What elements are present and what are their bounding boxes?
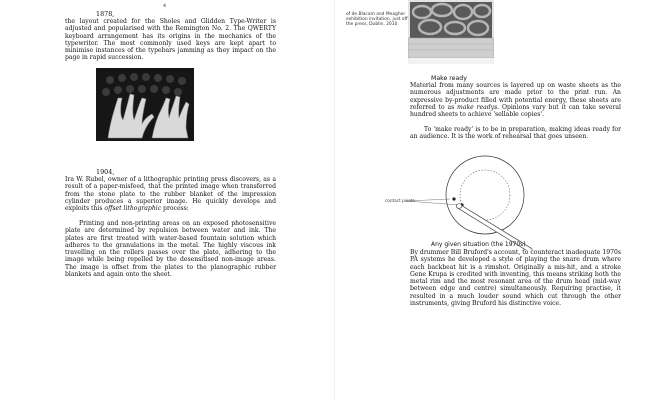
page-number: 4	[163, 3, 167, 9]
make-ready-heading: Make ready	[431, 75, 467, 82]
offset-lithography-paragraph	[65, 176, 276, 212]
photo-caption: of de Blacam and Meagher exhibition invitation, just off the press, Dublin, 2010	[346, 12, 408, 27]
year-1878: 1878,	[96, 10, 115, 18]
year-1904: 1904,	[96, 168, 115, 176]
bruford-paragraph: By drummer Bill Bruford's account, to counteract inadequate 1970s PA systems he developed a style of playing the snare drum where each backbeat hit is a rimshot. Originally a mis-hit, and a stroke Gene Krupa is credited with inventing, this means striking both the metal rim and the most resonant area of the drum head (mid-way between edge and centre) simultaneously. Requiring practise, it resulted in a much louder sound which cut through the other instruments, giving Bruford his distinctive voice.	[410, 249, 621, 307]
make-ready-crate-photo	[408, 0, 494, 64]
offset-text-part1: Ira W. Rubel, owner of a lithographic printing press discovers, as a result of a paper-misfeed, that the printed image when transferred from the stone plate to the rubber blanket of the impression cylinder produces a superior image. He quickly develops and exploits this	[65, 176, 276, 212]
printing-process-text: Printing and non-printing areas on an exposed photosensitive plate are determined by repulsion between water and ink. The plates are first treated with water-based fountain solution which adheres to the granulations in the metal. The highly viscous ink travelling on the rollers passes over the plate, adhering to the image while being repelled by the desensitised non-image areas. The image is offset from the plates to the planographic rubber blankets and again onto the sheet.	[65, 220, 276, 278]
drum-diagram-title: Any given situation (the 1970s)	[431, 241, 526, 248]
make-ready-text-part1: Material from many sources is layered up on waste sheets as the numerous adjustments are made prior to the print run. An expressive by-product filled with potential energy, these sheets are referred to as	[410, 82, 621, 111]
offset-lithographic-term: offset lithographic	[104, 205, 162, 212]
typewriter-hands-photo	[96, 68, 194, 141]
rehearsal-text: To 'make ready' is to be in preparation, making ideas ready for an audience. It is the work of rehearsal that goes unseen.	[410, 126, 621, 141]
offset-text-part2: process:	[161, 205, 189, 212]
make-ready-text-part2: . Opinions vary but it can take several hundred sheets to achieve 'sellable copies'.	[410, 103, 622, 118]
make-readys-term: make readys	[457, 103, 498, 111]
qwerty-paragraph: the layout created for the Sholes and Glidden Type-Writer is adjusted and popularised with the Remington No. 2. The QWERTY keyboard arrangement has its origins in the mechanics of the typewriter. The most commonly used keys are kept apart to minimise instances of the typebars jamming as they impact on the page in rapid succession.	[65, 18, 276, 62]
contact-points-label: contact points	[385, 198, 415, 203]
printing-process-paragraph	[65, 220, 276, 278]
rehearsal-paragraph	[410, 126, 621, 141]
make-ready-paragraph	[410, 82, 621, 118]
